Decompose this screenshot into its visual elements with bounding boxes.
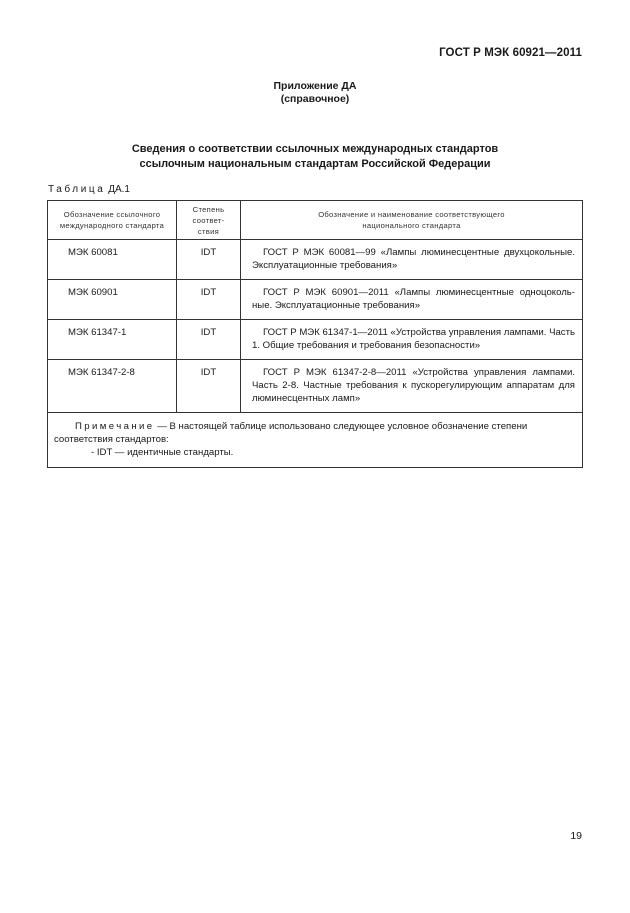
- document-title-line1: Сведения о соответствии ссылочных международных стандартов: [131, 143, 499, 155]
- cell-degree: IDT: [177, 360, 241, 413]
- cell-national-standard: ГОСТ Р МЭК 61347-1—2011 «Устройства управления лампами. Часть 1. Общие требования и требования безопасности»: [241, 320, 583, 360]
- annex-subtitle: (справочное): [280, 93, 350, 105]
- note-label: Примечание: [75, 421, 155, 432]
- page-number: 19: [570, 830, 582, 842]
- annex-title: Приложение ДА: [273, 80, 357, 92]
- table-row: [48, 360, 583, 413]
- annex-heading: [0, 80, 630, 106]
- header-national-standard: Обозначение и наименование соответствующего национального стандарта: [241, 201, 583, 240]
- cell-national-standard: ГОСТ Р МЭК 60081—99 «Лампы люминесцентные двухцокольные. Эксплуатационные требования»: [241, 240, 583, 280]
- cell-intl-standard: МЭК 61347-2-8: [48, 360, 177, 413]
- cell-intl-standard: МЭК 61347-1: [48, 320, 177, 360]
- note-item: - IDT — идентичные стандарты.: [91, 447, 234, 458]
- cell-degree: IDT: [177, 280, 241, 320]
- table-note: [48, 413, 583, 468]
- header-intl-standard: Обозначение ссылочного международного стандарта: [48, 201, 177, 240]
- note-text-line2: соответствия стандартов:: [54, 434, 169, 445]
- header-degree: Степень соответ- ствия: [177, 201, 241, 240]
- correspondence-table: [47, 200, 583, 468]
- document-title: [0, 142, 630, 172]
- table-caption-word: Таблица: [48, 184, 106, 195]
- table-row: [48, 240, 583, 280]
- table-header-row: [48, 201, 583, 240]
- table-row: [48, 280, 583, 320]
- cell-intl-standard: МЭК 60081: [48, 240, 177, 280]
- cell-national-standard: ГОСТ Р МЭК 61347-2-8—2011 «Устройства управления лампами. Часть 2-8. Частные требования к пускорегулирующим аппаратам для люминесцентных ламп»: [241, 360, 583, 413]
- table-caption: [48, 184, 130, 195]
- note-text-line1: — В настоящей таблице использовано следующее условное обозначение степени: [157, 421, 528, 432]
- standard-code-header: ГОСТ Р МЭК 60921—2011: [439, 47, 582, 59]
- document-title-line2: ссылочным национальным стандартам Российской Федерации: [139, 158, 491, 170]
- table-note-row: [48, 413, 583, 468]
- cell-intl-standard: МЭК 60901: [48, 280, 177, 320]
- table-row: [48, 320, 583, 360]
- cell-degree: IDT: [177, 320, 241, 360]
- table-caption-number: ДА.1: [108, 184, 130, 195]
- cell-national-standard: ГОСТ Р МЭК 60901—2011 «Лампы люминесцентные одноцоколь-ные. Эксплуатационные требования»: [241, 280, 583, 320]
- cell-degree: IDT: [177, 240, 241, 280]
